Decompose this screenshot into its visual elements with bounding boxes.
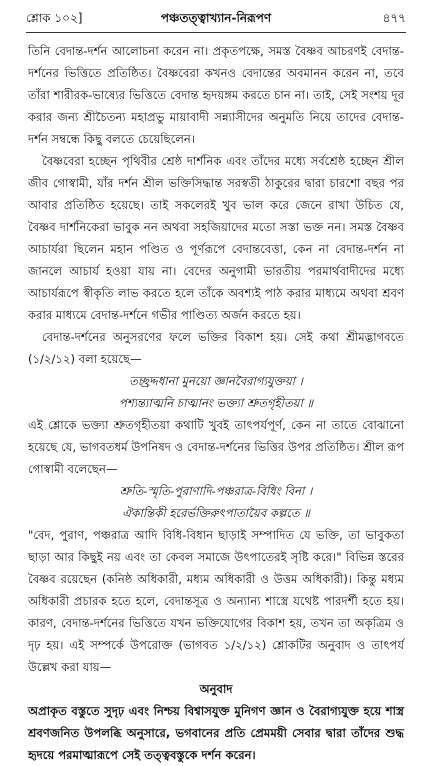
verse-2-line-1: শ্রুতি-স্মৃতি-পুরাণাদি-পঞ্চরাত্র-বিধিং বিনা । bbox=[119, 484, 313, 498]
paragraph-3: বেদান্ত-দর্শনের অনুসরণের ফলে ভক্তির বিকাশ হয়। সেই কথা শ্রীমদ্ভাগবতে (১/২/১২) বলা হয়েছে— bbox=[28, 330, 404, 366]
translation-heading: অনুবাদ bbox=[199, 682, 233, 696]
running-header bbox=[26, 10, 406, 32]
verse-2-line-2: ঐকান্তিকী হরের্ভক্তিরুৎপাতায়ৈব কল্পতে ॥ bbox=[122, 506, 310, 520]
paragraph-1: তিনি বেদান্ত-দর্শন আলোচনা করেন না। প্রকৃতপক্ষে, সমস্ত বৈষ্ণব আচরণই বেদান্ত-দর্শনের ভিত্তিতে প্রতিষ্ঠিত। বৈষ্ণবেরা কখনও বেদান্তের অবমানন করেন না, তবে তাঁরা শারীরক-ভাষ্যের ভিত্তিতে বেদান্ত হৃদয়ঙ্গম করতে চান না। তাই, সেই সংশয় দূর করার জন্য শ্রীচৈতন্য মহাপ্রভু মায়াবাদী সন্ন্যাসীদের অনুমতি নিয়ে তাদের বেদান্ত-দর্শন সম্বন্ধে কিছু বলতে চেয়েছিলেন। bbox=[28, 44, 404, 146]
verse-block-2 bbox=[28, 480, 404, 524]
page-body bbox=[28, 40, 404, 766]
translation-text: অপ্রাকৃত বস্তুতে সুদৃঢ় এবং নিশ্চয় বিশ্বাসযুক্ত মুনিগণ জ্ঞান ও বৈরাগ্যযুক্ত হয়ে শাস্ত্র শ্রবণজনিত উপলব্ধি অনুসারে, ভগবানের প্রতি প্রেমময়ী সেবার দ্বারা তাঁদের শুদ্ধ হৃদয়ে পরমাত্মারূপে সেই তত্ত্ববস্তুকে দর্শন করেন। bbox=[28, 704, 404, 762]
header-rule bbox=[26, 32, 406, 33]
paragraph-5: "বেদ, পুরাণ, পঞ্চরাত্র আদি বিধি-বিধান ছাড়াই সম্পাদিত যে ভক্তি, তা ভাবুকতা ছাড়া আর কিছুই নয় এবং তা কেবল সমাজে উৎপাতেরই সৃষ্টি করে।" বিভিন্ন স্তরের বৈষ্ণব রয়েছেন (কনিষ্ঠ অধিকারী, মধ্যম অধিকারী ও উত্তম অধিকারী)। কিন্তু মধ্যম অধিকারী প্রচারক হতে হলে, বেদান্তসূত্র ও অন্যান্য শাস্ত্রে যথেষ্ট পারদর্শী হতে হয়। কারণ, বেদান্ত-দর্শনের ভিত্তিতে যখন ভক্তিযোগের বিকাশ হয়, তখন তা অকৃত্রিম ও দৃঢ় হয়। এই সম্পর্কে উপরোক্ত (ভাগবত ১/২/১২) শ্লোকটির অনুবাদ ও তাৎপর্য উল্লেখ করা যায়— bbox=[28, 528, 404, 674]
page-number: ৪৭৭ bbox=[382, 11, 406, 25]
verse-1-line-1: তচ্ছ্রদ্দধানা মুনয়ো জ্ঞানবৈরাগ্যযুক্তয়া । bbox=[129, 374, 303, 388]
paragraph-4: এই শ্লোকে ভক্ত্যা শ্রুতগৃহীতয়া কথাটি খুবই তাৎপর্যপূর্ণ, কেন না তাতে বোঝানো হয়েছে যে, ভাগবতধর্ম উপনিষদ ও বেদান্ত-দর্শনের ভিত্তির উপর প্রতিষ্ঠিত। শ্রীল রূপ গোস্বামী বলেছেন— bbox=[28, 418, 404, 476]
verse-block-1 bbox=[28, 370, 404, 414]
chapter-title: পঞ্চতত্ত্বাখ্যান-নিরূপণ bbox=[160, 11, 272, 25]
verse-1-line-2: পশ্যন্ত্যাত্মনি চাত্মানং ভক্ত্যা শ্রুতগৃহীতয়া ॥ bbox=[118, 396, 314, 410]
verse-reference: শ্লোক ১০২] bbox=[26, 11, 83, 25]
paragraph-2: বৈষ্ণবেরা হচ্ছেন পৃথিবীর শ্রেষ্ঠ দার্শনিক এবং তাঁদের মধ্যে সর্বশ্রেষ্ঠ হচ্ছেন শ্রীল জীব গোস্বামী, যাঁর দর্শন শ্রীল ভক্তিসিদ্ধান্ত সরস্বতী ঠাকুরের দ্বারা চারশো বছর পর আবার প্রতিষ্ঠিত হয়েছে। তাই সকলেরই খুব ভাল করে জেনে রাখা উচিত যে, বৈষ্ণব দার্শনিকেরা ভাবুক নন অথবা সহজিয়াদের মতো সস্তা ভক্ত নন। সমস্ত বৈষ্ণব আচার্যরা ছিলেন মহান পণ্ডিত ও পূর্ণরূপে বেদান্তবেত্তা, কেন না বেদান্ত-দর্শন না জানলে আচার্য হওয়া যায় না। বেদের অনুগামী ভারতীয় পরমার্থবাদীদের মধ্যে আচার্যরূপে স্বীকৃতি লাভ করতে হলে তাঁকে অবশ্যই পাঠ করার মাধ্যমে অথবা শ্রবণ করার মাধ্যমে বেদান্ত-দর্শনে গভীর পাণ্ডিত্য অর্জন করতে হয়। bbox=[28, 154, 404, 322]
